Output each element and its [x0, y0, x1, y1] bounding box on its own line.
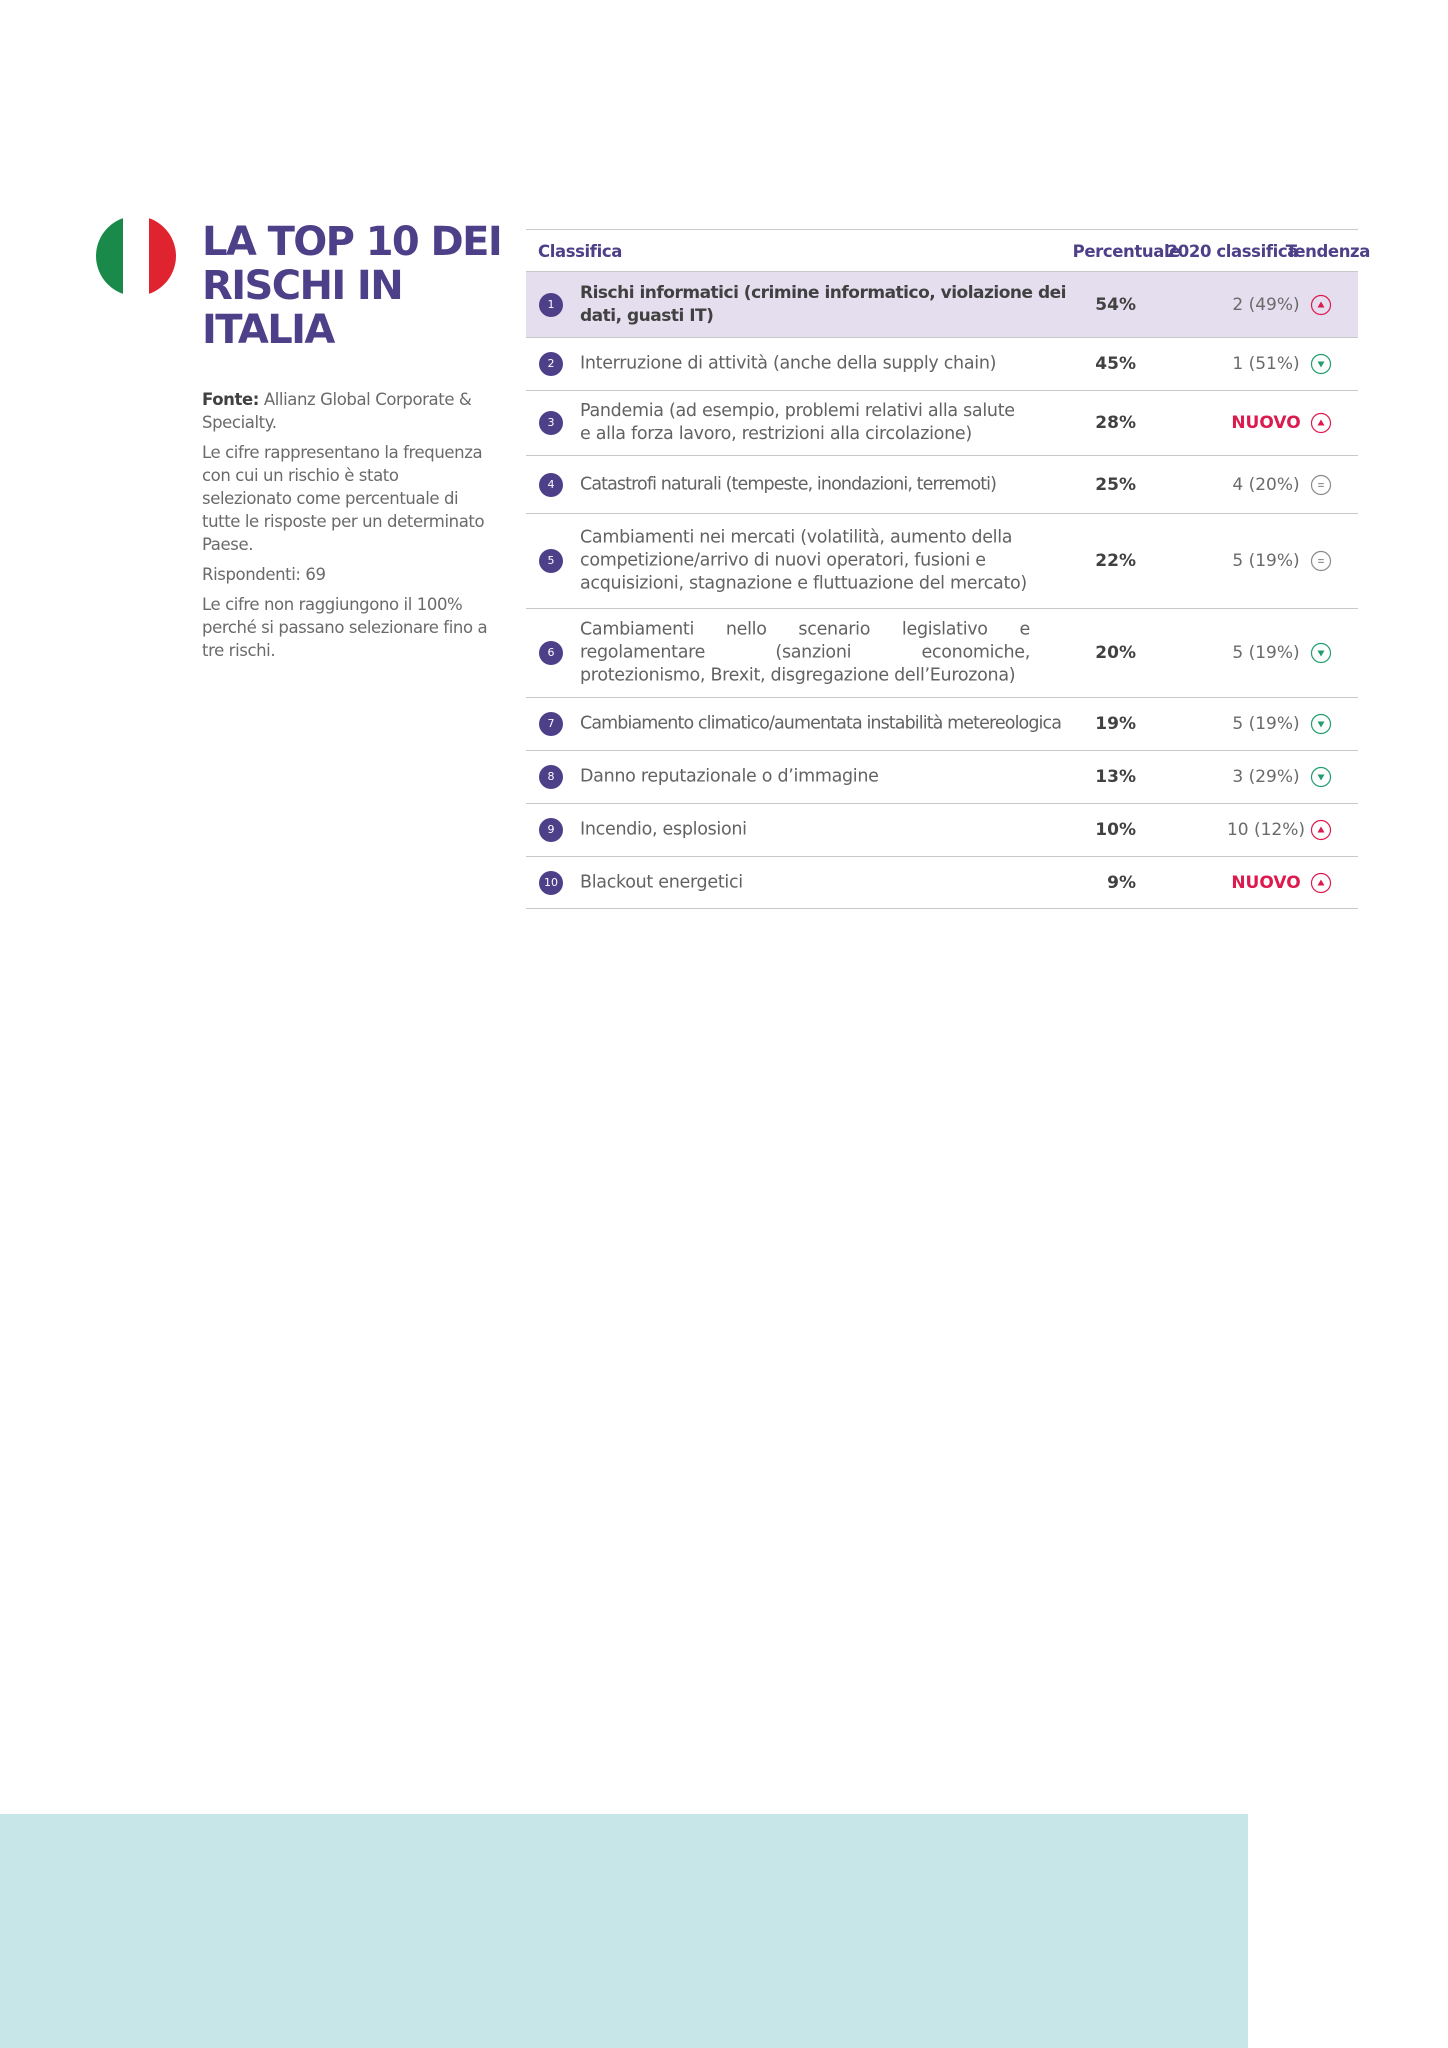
source-text: Allianz Global Corporate & Specialty.: [202, 390, 472, 432]
risk-label: Cambiamenti nello scenario legislativo e regolamentare (sanzioni economiche, protezionismo, Brexit, disgregazione dell’Eurozona): [580, 619, 1030, 686]
risk-label: Blackout energetici: [580, 872, 743, 892]
risk-percent: 9%: [1107, 872, 1136, 893]
rank-badge: 3: [539, 411, 563, 435]
previous-rank: 5 (19%): [1232, 551, 1300, 571]
table-row: [526, 337, 1358, 390]
risk-percent: 22%: [1095, 551, 1136, 571]
header-previous: 2020 classifica: [1166, 242, 1298, 261]
risk-label: Rischi informatici (crimine informatico, violazione dei dati, guasti IT): [580, 282, 1066, 326]
risk-label: Incendio, esplosioni: [580, 819, 747, 840]
previous-rank: 2 (49%): [1232, 294, 1300, 315]
trend-up-icon: [1310, 819, 1332, 841]
table-row: [526, 856, 1358, 909]
table-row: [526, 697, 1358, 750]
risk-percent: 20%: [1095, 643, 1136, 663]
decorative-band: [0, 1814, 1248, 2048]
previous-rank: 3 (29%): [1232, 767, 1300, 787]
risk-percent: 13%: [1095, 767, 1136, 787]
trend-up-icon: [1310, 872, 1332, 894]
source-note: [202, 388, 492, 434]
table-header: [526, 229, 1370, 271]
risk-label: Cambiamento climatico/aumentata instabilità metereologica: [580, 713, 1062, 734]
table-row: [526, 750, 1358, 803]
trend-same-icon: [1310, 474, 1332, 496]
trend-down-icon: [1310, 766, 1332, 788]
risk-label: Cambiamenti nei mercati (volatilità, aumento della competizione/arrivo di nuovi operatori, fusioni e acquisizioni, stagnazione e fluttuazione del mercato): [580, 527, 1027, 594]
previous-rank: 4 (20%): [1232, 474, 1300, 495]
trend-down-icon: [1310, 642, 1332, 664]
risk-percent: 54%: [1095, 294, 1136, 315]
rank-badge: 4: [539, 473, 563, 497]
risk-percent: 28%: [1095, 413, 1136, 433]
previous-rank: 5 (19%): [1232, 714, 1300, 734]
rank-badge: 6: [539, 641, 563, 665]
rank-badge: 2: [539, 352, 563, 376]
rank-badge: 8: [539, 765, 563, 789]
trend-up-icon: [1310, 294, 1332, 316]
risk-percent: 25%: [1095, 474, 1136, 495]
risk-label: Catastrofi naturali (tempeste, inondazioni, terremoti): [580, 474, 997, 494]
source-label: Fonte:: [202, 390, 259, 409]
rank-badge: 7: [539, 712, 563, 736]
risk-label: Interruzione di attività (anche della supply chain): [580, 353, 997, 374]
rank-badge: 10: [539, 871, 563, 895]
table-row: [526, 803, 1358, 856]
new-badge: NUOVO: [1231, 413, 1301, 433]
trend-up-icon: [1310, 412, 1332, 434]
respondents-note: Rispondenti: 69: [202, 565, 326, 584]
page-title: LA TOP 10 DEI RISCHI IN ITALIA: [202, 219, 502, 353]
previous-rank: 10 (12%): [1226, 820, 1306, 840]
risk-percent: 45%: [1095, 354, 1136, 374]
notes-panel: [202, 388, 492, 669]
risk-percent: 19%: [1095, 714, 1136, 734]
new-badge: NUOVO: [1231, 872, 1301, 893]
table-row: [526, 513, 1358, 608]
risk-label: Pandemia (ad esempio, problemi relativi alla salute e alla forza lavoro, restrizioni alla circolazione): [580, 401, 1015, 444]
header-rank: Classifica: [538, 242, 622, 261]
header-trend: Tendenza: [1285, 242, 1370, 261]
risk-percent: 10%: [1095, 820, 1136, 840]
table-row: [526, 390, 1358, 455]
trend-down-icon: [1310, 353, 1332, 375]
trend-same-icon: [1310, 550, 1332, 572]
trend-down-icon: [1310, 713, 1332, 735]
table-row: [526, 608, 1358, 697]
risk-table: [526, 229, 1370, 909]
disclaimer-note: Le cifre non raggiungono il 100% perché si passano selezionare fino a tre rischi.: [202, 595, 488, 660]
previous-rank: 5 (19%): [1232, 643, 1300, 663]
table-row: [526, 455, 1358, 513]
header-percent: Percentuale: [1072, 242, 1180, 261]
previous-rank: 1 (51%): [1232, 354, 1300, 374]
rank-badge: 1: [539, 293, 563, 317]
italy-flag-icon: [96, 216, 176, 296]
rank-badge: 5: [539, 549, 563, 573]
description-note: Le cifre rappresentano la frequenza con cui un rischio è stato selezionato come percentuale di tutte le risposte per un determinato Paese.: [202, 443, 485, 554]
risk-label: Danno reputazionale o d’immagine: [580, 766, 879, 787]
rank-badge: 9: [539, 818, 563, 842]
table-row: [526, 271, 1358, 337]
